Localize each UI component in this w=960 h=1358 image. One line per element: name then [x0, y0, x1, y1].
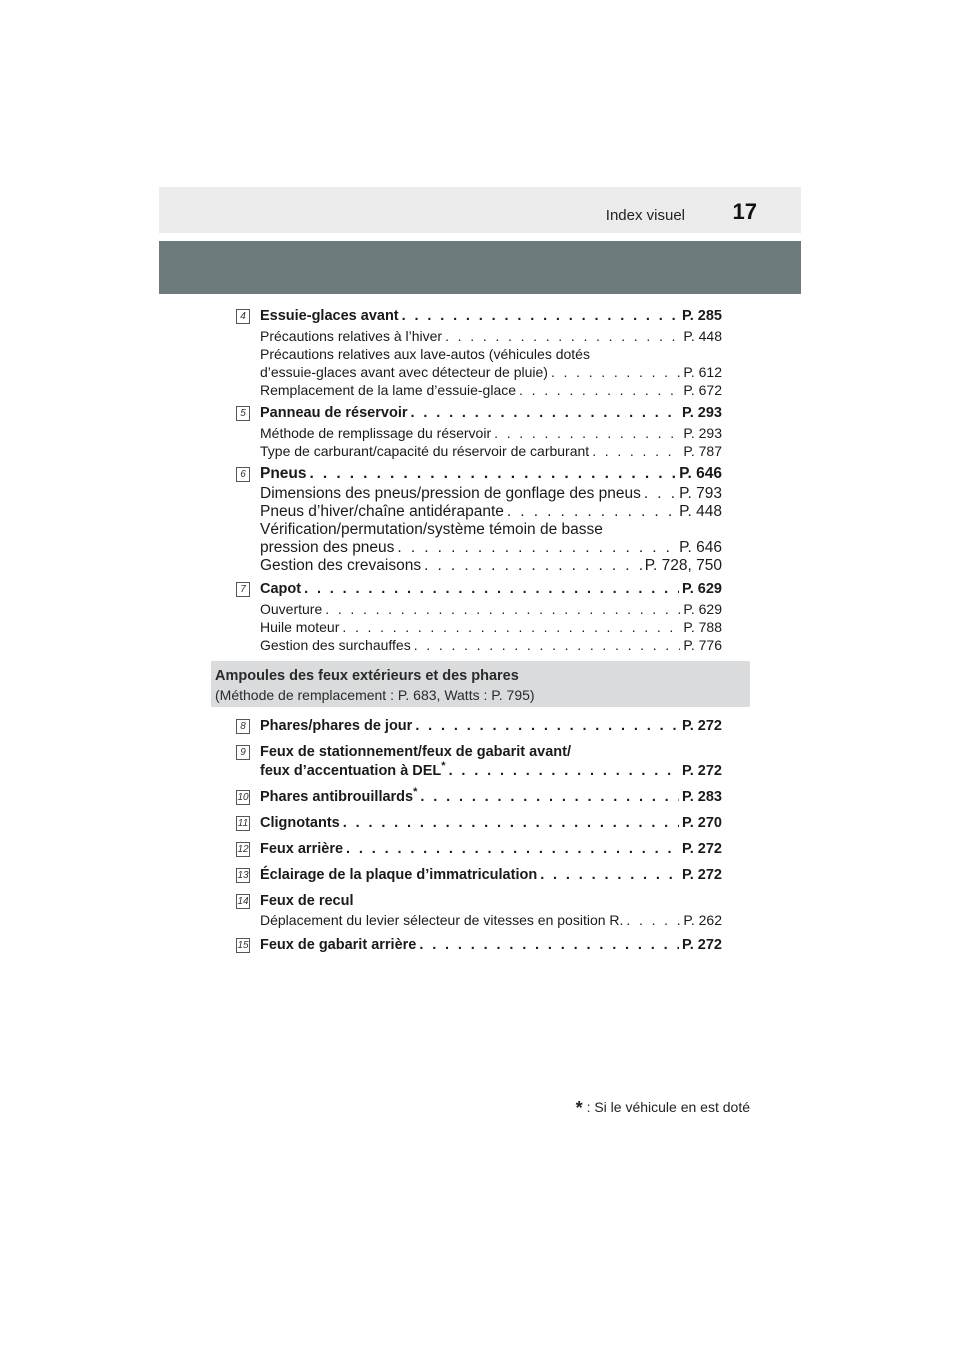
entry-main-line: Feux de recul: [260, 893, 354, 909]
entry-main-line: Feux arrière . . . P. 272: [260, 841, 722, 857]
callout-number-badge: 11: [237, 818, 249, 829]
entry-main-line: Feux de gabarit arrière . . . P. 272: [260, 937, 722, 953]
entry-sub-line: Précautions relatives aux lave-autos (véhicules dotés: [260, 346, 590, 362]
entry-sub-line: Vérification/permutation/système témoin de basse: [260, 521, 603, 538]
entry-sub-line: Huile moteur . . . P. 788: [260, 619, 722, 635]
entry-sub-line: Précautions relatives à l’hiver . . . P. 448: [260, 328, 722, 344]
callout-number-badge: 13: [237, 870, 249, 881]
callout-number-badge: 9: [236, 745, 250, 760]
entry-sub-line: Gestion des surchauffes . . . P. 776: [260, 637, 722, 653]
callout-number-badge: 14: [237, 896, 249, 907]
entry-sub-line: Dimensions des pneus/pression de gonflage des pneus . . . P. 793: [260, 485, 722, 503]
entry-main-line: Essuie-glaces avant . . . P. 285: [260, 308, 722, 324]
callout-number-badge: 10: [237, 792, 249, 803]
entry-main-line: Phares/phares de jour . . . P. 272: [260, 718, 722, 734]
callout-number-badge: 15: [237, 940, 249, 951]
entry-sub-line: Gestion des crevaisons . . . P. 728, 750: [260, 557, 722, 575]
entry-sub-line: pression des pneus . . . P. 646: [260, 539, 722, 557]
footnote-star: *: [413, 786, 418, 799]
section-heading: Ampoules des feux extérieurs et des phares: [215, 668, 519, 684]
page-number: 17: [732, 199, 757, 224]
section-subheading: (Méthode de remplacement : P. 683, Watts : P. 795): [215, 687, 535, 703]
page-header: [159, 187, 801, 233]
footnote: [576, 1098, 750, 1119]
entry-sub-line: Pneus d’hiver/chaîne antidérapante . . . P. 448: [260, 503, 722, 521]
entry-main-line: Pneus . . . P. 646: [260, 465, 722, 483]
entry-main-line: Feux de stationnement/feux de gabarit avant/: [260, 744, 572, 760]
entry-sub-line: Ouverture . . . P. 629: [260, 601, 722, 617]
section-title: Index visuel: [605, 207, 685, 224]
entry-sub-line: Déplacement du levier sélecteur de vitesses en position R. . . . P. 262: [260, 912, 722, 928]
entry-sub-line: Méthode de remplissage du réservoir . . . P. 293: [260, 425, 722, 441]
entry-main-line: Capot . . . P. 629: [260, 581, 722, 597]
entry-main-line: Panneau de réservoir . . . P. 293: [260, 405, 722, 421]
footnote-text: : Si le véhicule en est doté: [586, 1099, 750, 1115]
entry-sub-line: d’essuie-glaces avant avec détecteur de pluie) . . . P. 612: [260, 364, 722, 380]
entry-main-line: Éclairage de la plaque d’immatriculation . . . P. 272: [260, 867, 722, 883]
callout-number-badge: 5: [236, 406, 250, 421]
callout-number-badge: 4: [236, 309, 250, 324]
header-divider-band: [159, 241, 801, 294]
callout-number-badge: 7: [236, 582, 250, 597]
entry-main-line: Phares antibrouillards* . . . P. 283: [260, 789, 722, 805]
callout-number-badge: 6: [236, 467, 250, 482]
entry-main-line: feux d’accentuation à DEL* . . . P. 272: [260, 763, 722, 779]
entry-sub-line: Remplacement de la lame d’essuie-glace . . . P. 672: [260, 382, 722, 398]
callout-number-badge: 12: [237, 844, 249, 855]
footnote-star: *: [441, 760, 446, 773]
entry-main-line: Clignotants . . . P. 270: [260, 815, 722, 831]
entry-sub-line: Type de carburant/capacité du réservoir de carburant . . . P. 787: [260, 443, 722, 459]
section-header-box: [211, 661, 750, 707]
footnote-star: *: [575, 1098, 583, 1118]
callout-number-badge: 8: [236, 719, 250, 734]
